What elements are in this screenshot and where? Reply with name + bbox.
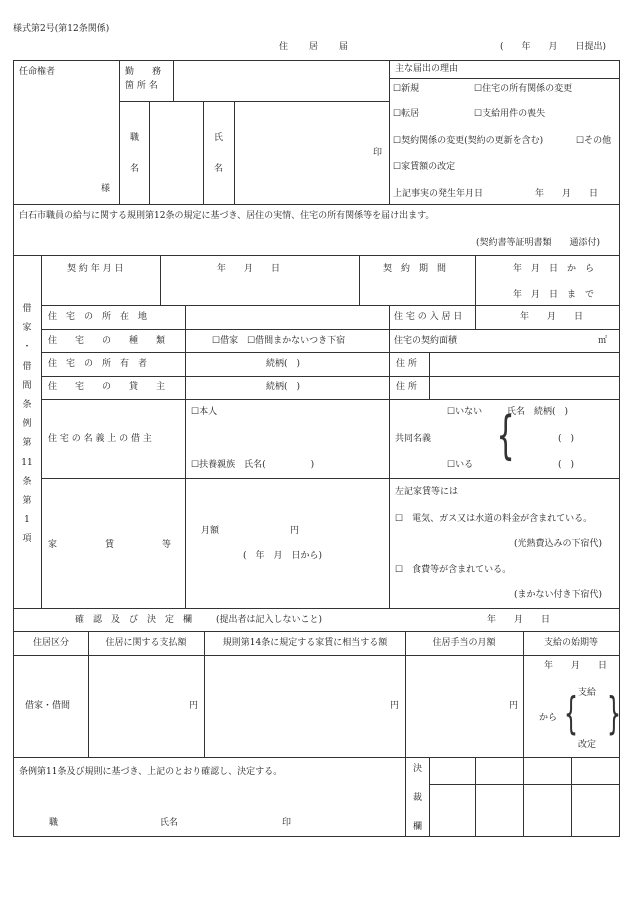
col-rule14: 規則第14条に規定する家賃に相当する額 [222, 638, 388, 648]
reason-new-checkbox[interactable]: ☐新規 [393, 84, 420, 94]
start-pay: 支給 [578, 688, 597, 698]
contract-period-label: 契 約 期 間 [383, 264, 447, 274]
form-title: 住 居 届 [278, 42, 350, 52]
rule14-yen: 円 [390, 701, 400, 711]
start-from: から [539, 713, 558, 723]
occurrence-date-value: 年 月 日 [535, 189, 599, 199]
decision-title: 確 認 及 び 決 定 欄 [75, 615, 193, 625]
joint-none-checkbox[interactable]: ☐いない [447, 407, 483, 417]
payment-yen: 円 [189, 701, 199, 711]
area-label: 住宅の契約面積 [394, 336, 458, 346]
meals-checkbox[interactable]: ☐ 食費等が含まれている。 [395, 565, 512, 575]
meals-note: (まかない付き下宿代) [514, 590, 603, 600]
attachment-note: (契約書等証明書類 通添付) [476, 238, 601, 248]
period-to: 年 月 日 ま で [513, 290, 595, 300]
type-value-checkboxes[interactable]: ☐借家 ☐借間まかないつき下宿 [212, 336, 346, 346]
lease-side-label: 借 家 ・ 借 間 条 例 第 11 条 第 1 項 [21, 304, 33, 545]
approval-char-1: 決 [413, 764, 423, 774]
start-date: 年 月 日 [544, 661, 608, 671]
decision-date: 年 月 日 [487, 615, 551, 625]
reason-rent-checkbox[interactable]: ☐家賃額の改定 [393, 162, 456, 172]
period-from: 年 月 日 か ら [513, 264, 595, 274]
statement-text: 白石市職員の給与に関する規則第12条の規定に基づき、居住の実情、住宅の所有関係等を届け出ます。 [19, 211, 435, 221]
location-label: 住 宅 の 所 在 地 [48, 312, 148, 322]
rent-from-date: ( 年 月 日から) [243, 551, 323, 561]
dependent-checkbox[interactable]: ☐扶養親族 氏名( ) [191, 460, 315, 470]
occurrence-date-label: 上記事実の発生年月日 [393, 189, 484, 199]
appointer-label: 任命権者 [19, 67, 56, 77]
name-label-1: 氏 [214, 133, 224, 143]
utilities-checkbox[interactable]: ☐ 電気、ガス又は水道の料金が含まれている。 [395, 514, 593, 524]
move-in-label: 住 宅 の 入 居 日 [394, 312, 463, 322]
workplace-label-2: 箇 所 名 [125, 81, 158, 91]
nominal-borrower-label: 住 宅 の 名 義 上 の 借 主 [48, 434, 152, 444]
reasons-title: 主な届出の理由 [395, 64, 459, 74]
rent-label: 家 賃 等 [48, 540, 172, 550]
reason-ownership-checkbox[interactable]: ☐住宅の所有関係の変更 [474, 84, 573, 94]
reason-loss-checkbox[interactable]: ☐支給用件の喪失 [474, 109, 546, 119]
owner-relation: 続柄( ) [266, 359, 301, 369]
honorific: 様 [101, 184, 111, 194]
utilities-note: (光熱費込みの下宿代) [514, 539, 603, 549]
start-right-brace-icon: } [607, 688, 621, 739]
decision-position: 職 [49, 818, 59, 828]
reason-contract-checkbox[interactable]: ☐契約関係の変更(契約の更新を含む) [393, 136, 544, 146]
category-value: 借家・借間 [25, 701, 71, 711]
joint-relation-blank-1: ( ) [558, 434, 575, 444]
decision-name: 氏名 [160, 818, 179, 828]
submission-date: ( 年 月 日提出) [500, 42, 607, 52]
owner-label: 住 宅 の 所 有 者 [48, 359, 148, 369]
col-payment: 住居に関する支払額 [105, 638, 187, 648]
joint-name-label: 共同名義 [395, 434, 432, 444]
area-unit: ㎡ [598, 336, 608, 346]
joint-name-relation: 氏名 続柄( ) [507, 407, 569, 417]
reason-other-checkbox[interactable]: ☐その他 [576, 136, 612, 146]
name-label-2: 名 [214, 164, 224, 174]
joint-relation-blank-2: ( ) [558, 460, 575, 470]
approval-char-2: 裁 [413, 793, 423, 803]
form-number: 様式第2号(第12条関係) [13, 24, 110, 34]
joint-brace-icon: { [496, 406, 515, 466]
workplace-label-1: 勤 務 [125, 67, 162, 77]
type-label: 住 宅 の 種 類 [48, 336, 166, 346]
move-in-value: 年 月 日 [520, 312, 584, 322]
approval-char-3: 欄 [413, 822, 423, 832]
job-label-1: 職 [130, 133, 140, 143]
joint-exists-checkbox[interactable]: ☐いる [447, 460, 474, 470]
landlord-address-label: 住 所 [396, 382, 417, 392]
start-left-brace-icon: { [564, 688, 578, 739]
start-revision: 改定 [578, 740, 597, 750]
col-category: 住居区分 [32, 638, 70, 648]
contract-date-label: 契 約 年 月 日 [67, 264, 124, 274]
decision-note: (提出者は記入しないこと) [216, 615, 323, 625]
contract-date-value: 年 月 日 [217, 264, 281, 274]
owner-address-label: 住 所 [396, 359, 417, 369]
job-label-2: 名 [130, 164, 140, 174]
col-allowance: 住居手当の月額 [432, 638, 496, 648]
applicant-seal: 印 [373, 148, 383, 158]
rent-includes-label: 左記家賃等には [395, 487, 459, 497]
confirm-text: 条例第11条及び規則に基づき、上記のとおり確認し、決定する。 [19, 767, 283, 777]
reason-relocation-checkbox[interactable]: ☐転居 [393, 109, 420, 119]
decision-seal: 印 [282, 818, 292, 828]
monthly-label: 月額 [201, 526, 220, 536]
landlord-relation: 続柄( ) [266, 382, 301, 392]
col-start: 支給の始期等 [543, 638, 599, 648]
monthly-yen: 円 [290, 526, 300, 536]
allowance-yen: 円 [509, 701, 519, 711]
landlord-label: 住 宅 の 貸 主 [48, 382, 166, 392]
self-checkbox[interactable]: ☐本人 [191, 407, 218, 417]
